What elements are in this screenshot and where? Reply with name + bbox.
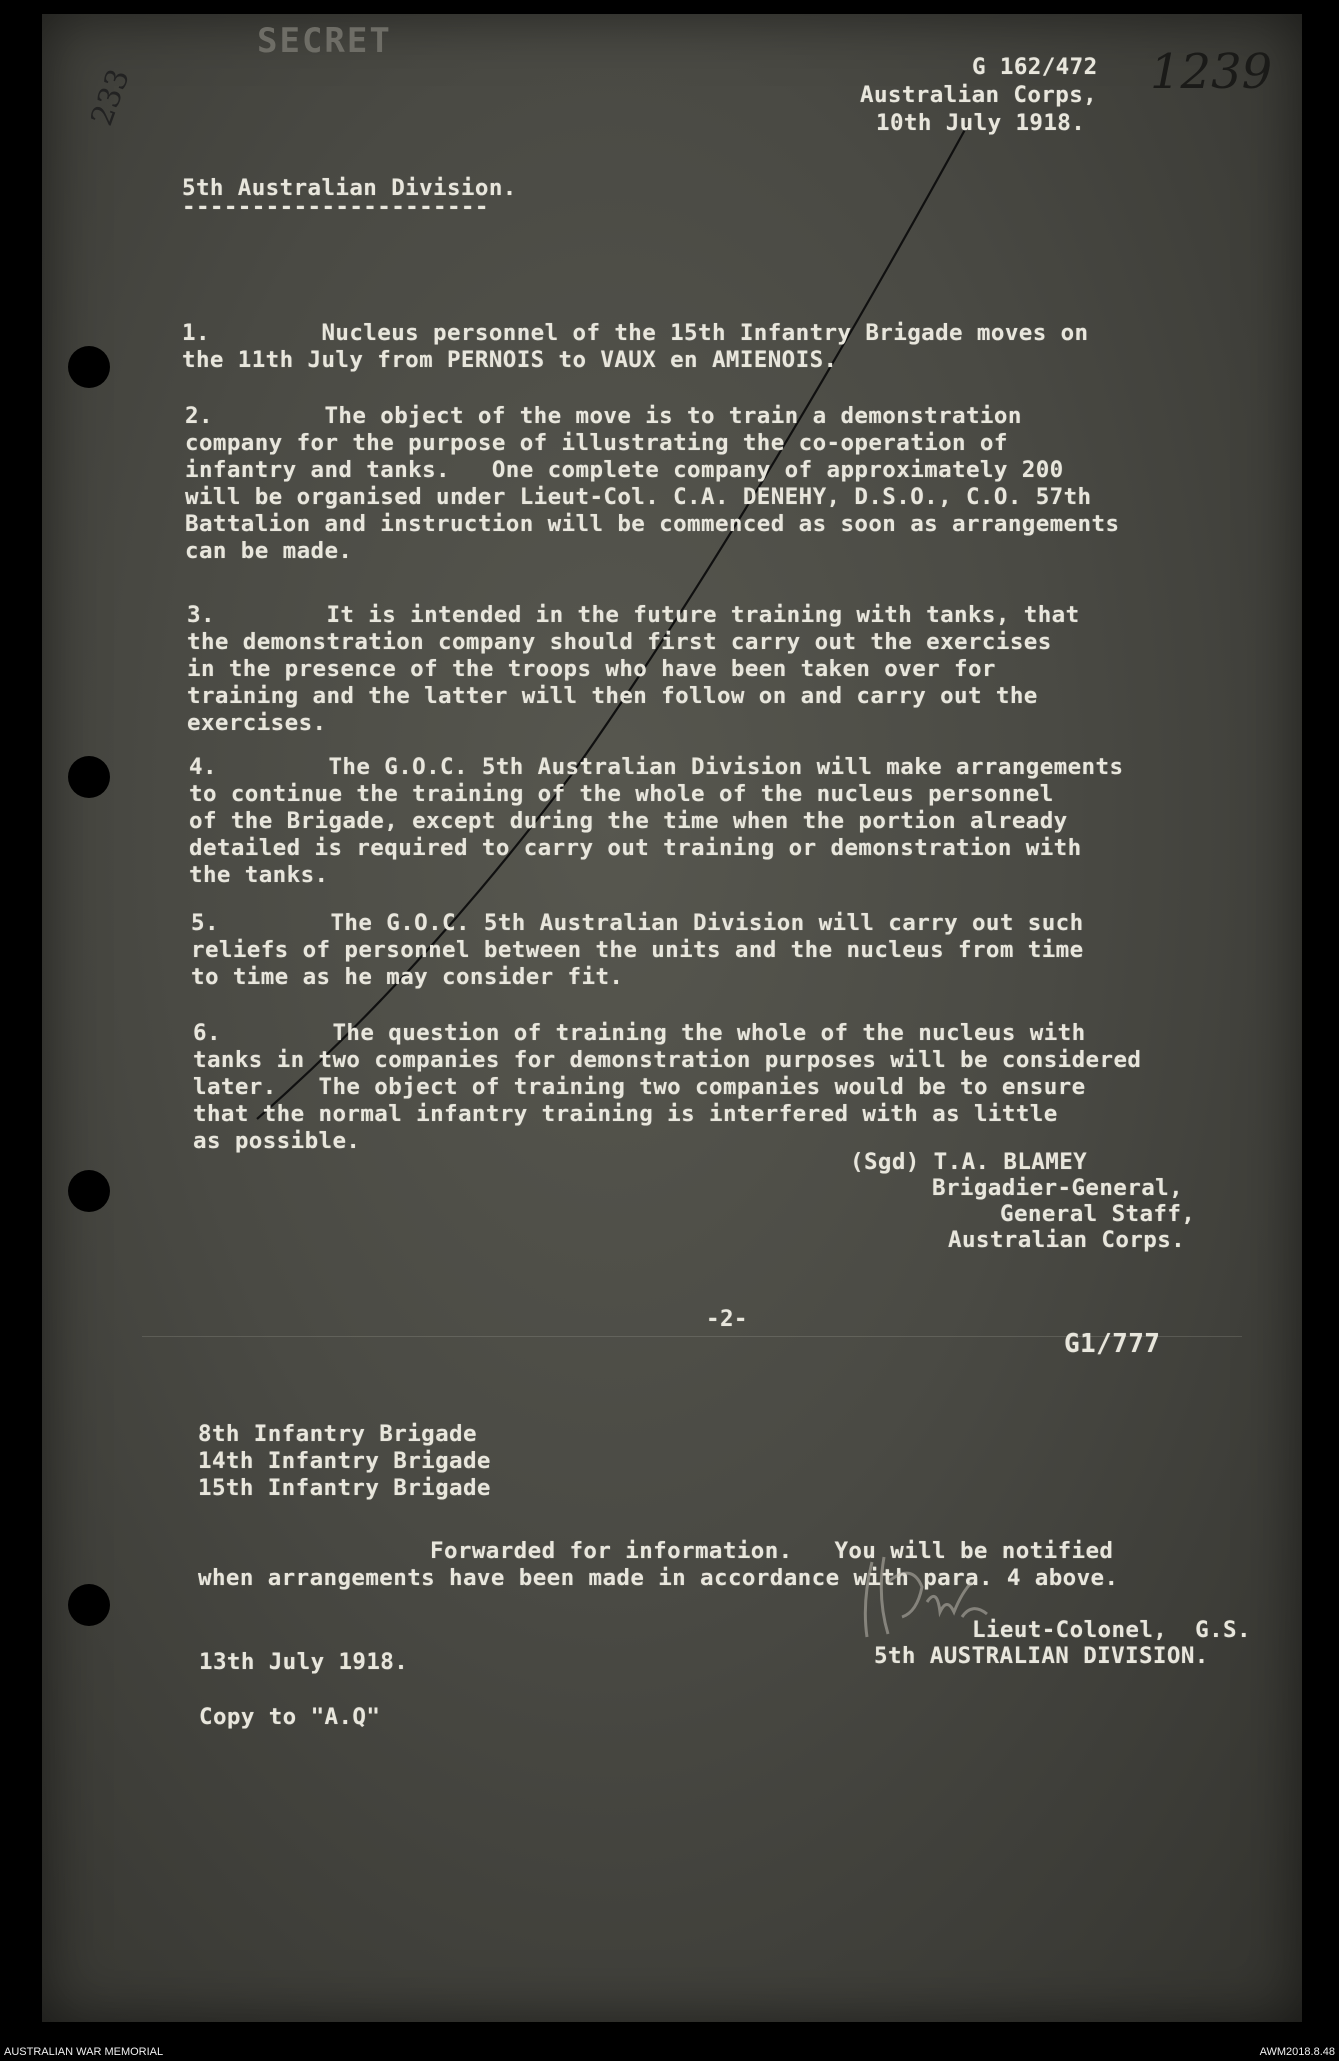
document-date: 10th July 1918.: [876, 110, 1086, 136]
document-reference: G 162/472: [972, 54, 1098, 80]
footer-left-credit: AUSTRALIAN WAR MEMORIAL: [4, 2046, 164, 2058]
page-marker: -2-: [706, 1306, 748, 1332]
forwarding-note: Forwarded for information. You will be notified when arrangements have been made in accordance with para. 4 above.: [198, 1538, 1119, 1591]
handwritten-number: 1239: [1150, 44, 1273, 100]
addressee-underline: ----------------------: [182, 194, 489, 220]
secret-stamp: SECRET: [257, 21, 392, 61]
footer-right-reference: AWM2018.8.48: [1259, 2046, 1335, 2058]
signature-unit: Australian Corps.: [948, 1227, 1186, 1253]
paragraph-3: 3. It is intended in the future training with tanks, that the demonstration company should first carry out the exercises in the presence of the troops who have been taken over for training and the latter will then follow on and carry out the exercises.: [187, 602, 1080, 736]
signature-rank: Brigadier-General,: [932, 1175, 1184, 1201]
margin-scribble: 233: [84, 64, 137, 131]
document-sheet: [42, 14, 1302, 2022]
paragraph-5: 5. The G.O.C. 5th Australian Division will carry out such reliefs of personnel between the units and the nucleus from time to time as he may consider fit.: [191, 910, 1084, 990]
signature-role: General Staff,: [1000, 1201, 1196, 1227]
recipient-list: 8th Infantry Brigade 14th Infantry Brigade 15th Infantry Brigade: [198, 1421, 491, 1501]
paragraph-6: 6. The question of training the whole of the nucleus with tanks in two companies for demonstration purposes will be considered later. The object of training two companies would be to ensure that the normal infantry training is interfered with as little as possible.: [193, 1020, 1142, 1154]
second-signature-unit: 5th AUSTRALIAN DIVISION.: [874, 1643, 1209, 1669]
copy-to: Copy to "A.Q": [199, 1704, 381, 1730]
signature-name: (Sgd) T.A. BLAMEY: [850, 1149, 1088, 1175]
paragraph-1: 1. Nucleus personnel of the 15th Infantry Brigade moves on the 11th July from PERNOIS to VAUX en AMIENOIS.: [182, 320, 1089, 373]
second-reference: G1/777: [1064, 1329, 1161, 1359]
second-date: 13th July 1918.: [199, 1649, 409, 1675]
document-origin: Australian Corps,: [860, 82, 1098, 108]
addressee: 5th Australian Division.: [182, 175, 517, 201]
paragraph-2: 2. The object of the move is to train a demonstration company for the purpose of illustrating the co-operation of infantry and tanks. One complete company of approximately 200 will be organised under Lieut-Col. C.A. DENEHY, D.S.O., C.O. 57th Battalion and instruction will be commenced as soon as arrangements can be made.: [185, 403, 1120, 564]
paragraph-4: 4. The G.O.C. 5th Australian Division will make arrangements to continue the training of the whole of the nucleus personnel of the Brigade, except during the time when the portion already detailed is required to carry out training or demonstration with the tanks.: [189, 754, 1124, 888]
second-signature-rank: Lieut-Colonel, G.S.: [972, 1617, 1251, 1643]
